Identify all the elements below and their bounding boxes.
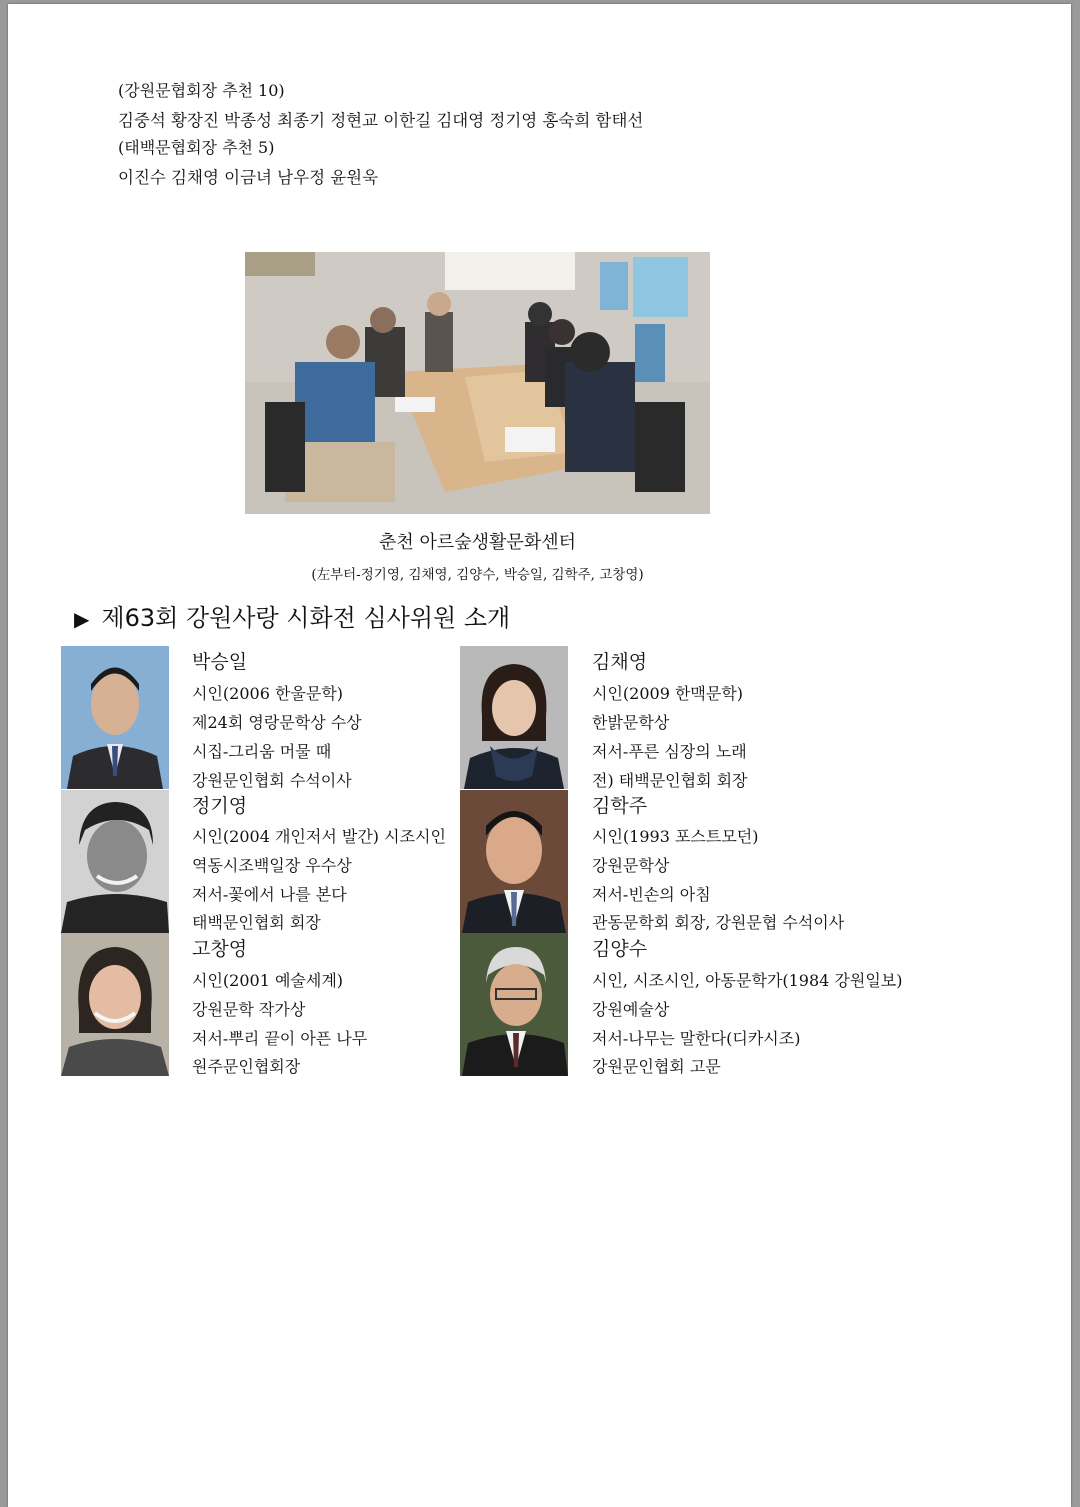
taebaek-recommend-names: 이진수 김채영 이금녀 남우정 윤원욱: [118, 168, 379, 187]
section-title-text: 제63회 강원사랑 시화전 심사위원 소개: [101, 604, 511, 632]
judge-name: 김양수: [592, 938, 648, 960]
judge-photo: [61, 933, 169, 1076]
section-title: [74, 598, 510, 633]
judge-name: 김채영: [592, 651, 648, 673]
judge-photo: [61, 790, 169, 933]
judge-detail: 역동시조백일장 우수상: [192, 856, 352, 875]
judge-detail: 관동문학회 회장, 강원문협 수석이사: [592, 913, 845, 932]
judge-detail: 시인(2009 한맥문학): [592, 684, 744, 703]
judge-detail: 저서-나무는 말한다(디카시조): [592, 1029, 801, 1048]
judge-detail: 강원문학상: [592, 856, 670, 875]
gangwon-recommend-names: 김중석 황장진 박종성 최종기 정현교 이한길 김대영 정기영 홍숙희 함태선: [118, 111, 644, 130]
photo-caption: 춘천 아르숲생활문화센터: [379, 532, 576, 553]
judge-photo: [460, 933, 568, 1076]
gangwon-recommend-heading: (강원문협회장 추천 10): [118, 81, 285, 100]
woman-portrait-icon: [460, 646, 568, 789]
judge-detail: 원주문인협회장: [192, 1057, 301, 1076]
judge-detail: 시인, 시조시인, 아동문학가(1984 강원일보): [592, 971, 903, 990]
photo-sub-caption: (左부터-정기영, 김채영, 김양수, 박승일, 김학주, 고창영): [311, 567, 644, 583]
judge-photo: [460, 646, 568, 789]
man-portrait-icon: [460, 933, 568, 1076]
judge-detail: 저서-빈손의 아침: [592, 885, 711, 904]
judge-detail: 제24회 영랑문학상 수상: [192, 713, 362, 732]
judge-detail: 시인(2001 예술세계): [192, 971, 344, 990]
judge-detail: 강원문인협회 수석이사: [192, 771, 352, 790]
judge-photo: [460, 790, 568, 933]
judge-name: 박승일: [192, 651, 248, 673]
judge-detail: 저서-푸른 심장의 노래: [592, 742, 747, 761]
meeting-photo-illustration: [245, 252, 710, 514]
meeting-photo: [245, 252, 710, 514]
judge-detail: 시인(2004 개인저서 발간) 시조시인: [192, 827, 446, 846]
judge-detail: 강원예술상: [592, 1000, 670, 1019]
woman-portrait-icon: [61, 933, 169, 1076]
judge-detail: 태백문인협회 회장: [192, 913, 321, 932]
triangle-marker-icon: ▶: [74, 607, 90, 631]
judge-detail: 강원문인협회 고문: [592, 1057, 721, 1076]
taebaek-recommend-heading: (태백문협회장 추천 5): [118, 138, 275, 157]
judge-name: 정기영: [192, 795, 248, 817]
judge-detail: 시인(2006 한울문학): [192, 684, 344, 703]
document-page: [8, 4, 1071, 1507]
judge-detail: 시인(1993 포스트모던): [592, 827, 759, 846]
judge-detail: 시집-그리움 머물 때: [192, 742, 332, 761]
man-portrait-icon: [61, 646, 169, 789]
man-portrait-icon: [460, 790, 568, 933]
man-portrait-icon: [61, 790, 169, 933]
judge-detail: 저서-뿌리 끝이 아픈 나무: [192, 1029, 368, 1048]
judge-detail: 강원문학 작가상: [192, 1000, 306, 1019]
judge-detail: 한밝문학상: [592, 713, 670, 732]
judge-photo: [61, 646, 169, 789]
judge-detail: 전) 태백문인협회 회장: [592, 771, 748, 790]
judge-detail: 저서-꽃에서 나를 본다: [192, 885, 347, 904]
judge-name: 김학주: [592, 795, 648, 817]
judge-name: 고창영: [192, 938, 248, 960]
